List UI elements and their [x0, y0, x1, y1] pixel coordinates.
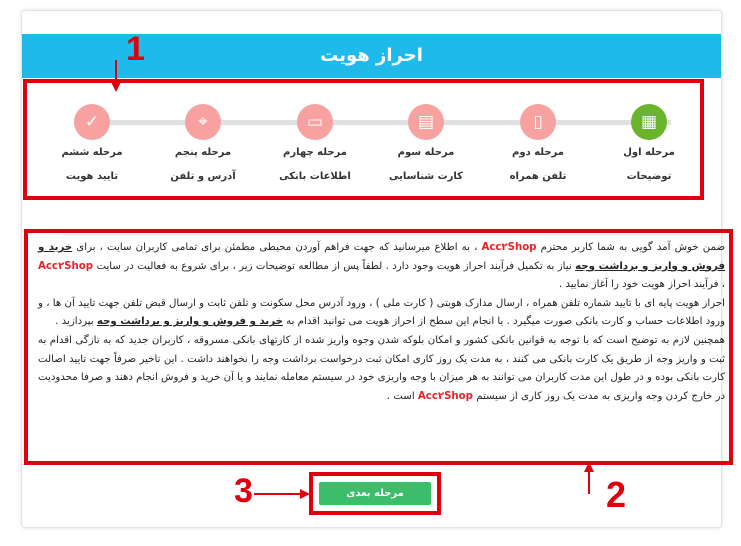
step-number: مرحله اول	[623, 147, 675, 158]
book-icon: ▦	[631, 104, 667, 140]
annotation-2: 2	[606, 474, 627, 515]
arrow-2-head	[584, 462, 594, 472]
step-number: مرحله سوم	[397, 147, 455, 158]
buy-sell-link[interactable]: خرید و فروش و واریز و برداشت وجه	[96, 316, 283, 328]
brand-name: Acc۲Shop	[38, 260, 94, 272]
next-step-button[interactable]: مرحله بعدی	[319, 482, 431, 505]
annotation-1: 1	[126, 30, 145, 68]
credit-card-icon: ▭	[297, 104, 333, 140]
description-paragraph: همچنین لازم به توضیح است که با توجه به قوانین بانکی کشور و امکان بلوکه شدن وجوه واریز شده از کارتهای بانکی مسروقه ، کاربران جدید که به تازگی اقدام به ثبت و واریز وجه از طریق یک کارت بانکی می کنند ، به مدت یک روز کاری امکان ثبت درخواست برداشت وجه را نخواهند داشت . این تاخیر صرفاً جهت تایید اصالت کارت بانکی بوده و در طول این مدت کاربران می توانند به هر میزان با وجه واریزی خود در سیستم معامله نمایند و یا آن خرید و فروش انجام دهند و صرفا محدودیت در خارج کردن وجه واریزی به مدت یک روز کاری از سیستم Acc۲Shop است .	[38, 334, 725, 402]
annotation-3: 3	[234, 472, 253, 510]
arrow-3-head	[300, 489, 310, 499]
step-number: مرحله پنجم	[174, 147, 232, 158]
description-paragraph: ضمن خوش آمد گویی به شما کاربر محترم Acc۲Shop ، به اطلاع میرسانید که جهت فراهم آوردن محیطی مطمئن برای تمامی کاربران سایت ، برای خرید و فروش و واریز و برداشت وجه نیاز به تکمیل فرآیند احراز هویت وجود دارد . لطفاً پس از مطالعه توضیحات زیر ، برای شروع به فعالیت در سایت Acc۲Shop ، فرآیند احراز هویت خود را آغاز نمایید .	[38, 242, 725, 291]
step-title: اطلاعات بانکی	[279, 171, 351, 182]
page-title: احراز هویت	[22, 34, 721, 78]
step-title: تلفن همراه	[509, 171, 567, 182]
step-title: تایید هویت	[65, 171, 119, 182]
step-title: توضیحات	[626, 171, 672, 182]
mobile-phone-icon: ▯	[520, 104, 556, 140]
step-number: مرحله ششم	[61, 147, 123, 158]
brand-name: Acc۲Shop	[417, 390, 473, 402]
id-card-icon: ▤	[408, 104, 444, 140]
step-number: مرحله چهارم	[283, 147, 347, 158]
arrow-1-head	[111, 82, 121, 92]
description-paragraph: احراز هویت پایه ای با تایید شماره تلفن همراه ، ارسال مدارک هویتی ( کارت ملی ) ، ورود آدرس محل سکونت و تلفن ثابت و ارسال قبض تلفن جهت تایید آن ها ، و ورود اطلاعات حساب و کارت بانکی صورت میگیرد . با انجام این سطح از احراز هویت می توانید اقدام به خرید و فروش و واریز و برداشت وجه بپردازید .	[38, 297, 725, 328]
brand-name: Acc۲Shop	[481, 242, 537, 253]
check-icon: ✓	[74, 104, 110, 140]
step-number: مرحله دوم	[512, 147, 564, 158]
step-title: کارت شناسایی	[389, 171, 463, 182]
map-icon: ⌖	[185, 104, 221, 140]
step-title: آدرس و تلفن	[170, 171, 236, 182]
buy-sell-link[interactable]: خرید و فروش و واریز و برداشت وجه	[38, 242, 725, 272]
